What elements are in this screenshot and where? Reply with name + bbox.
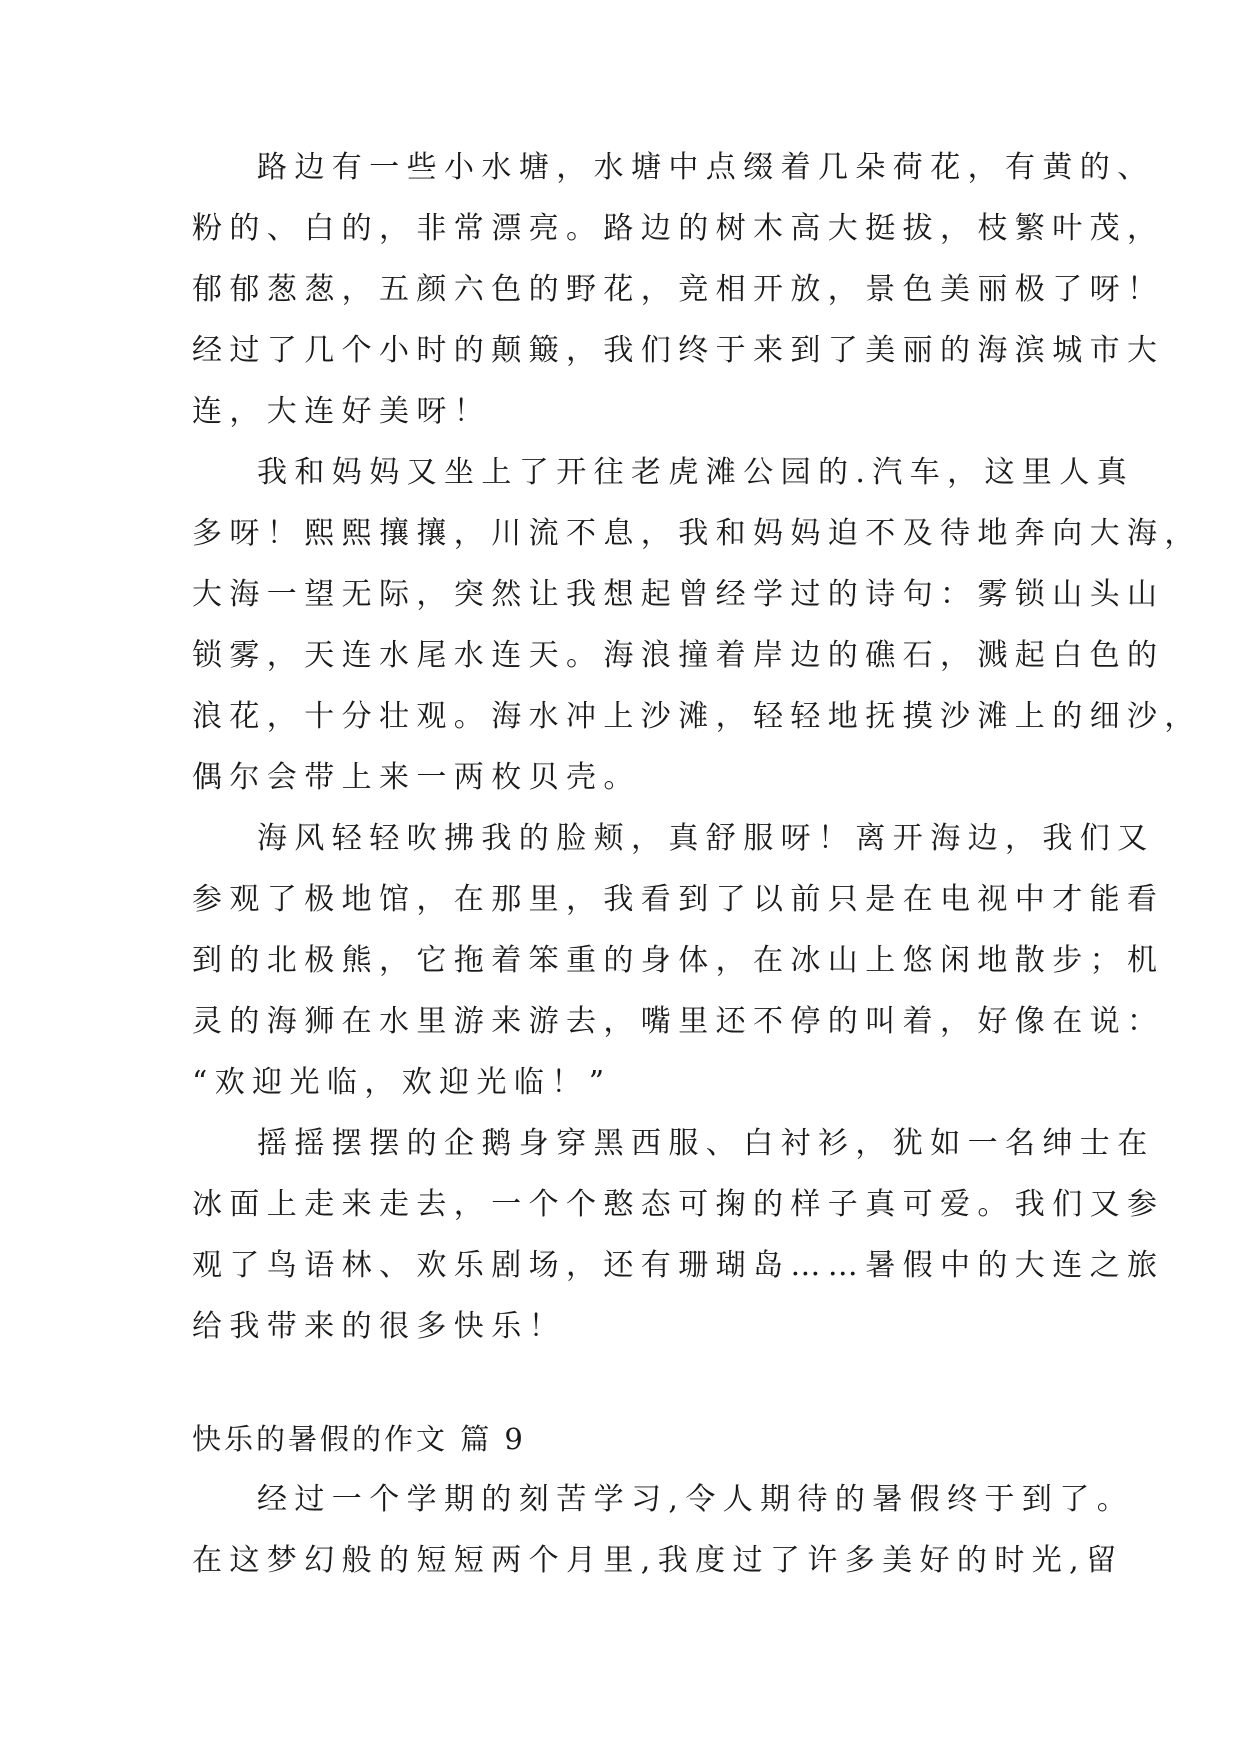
paragraph-5-line-2: 在这梦幻般的短短两个月里,我度过了许多美好的时光,留 bbox=[192, 1543, 1124, 1578]
paragraph-3-line-1: 海风轻轻吹拂我的脸颊，真舒服呀！离开海边，我们又 bbox=[257, 821, 1155, 856]
section-heading: 快乐的暑假的作文 篇 9 bbox=[192, 1422, 526, 1456]
paragraph-5-line-1: 经过一个学期的刻苦学习,令人期待的暑假终于到了。 bbox=[257, 1482, 1135, 1517]
paragraph-4-line-2: 冰面上走来走去，一个个憨态可掬的样子真可爱。我们又参 bbox=[192, 1187, 1165, 1222]
paragraph-2-line-1: 我和妈妈又坐上了开往老虎滩公园的.汽车，这里人真 bbox=[257, 455, 1135, 490]
paragraph-3-line-2: 参观了极地馆，在那里，我看到了以前只是在电视中才能看 bbox=[192, 882, 1165, 917]
paragraph-4-line-1: 摇摇摆摆的企鹅身穿黑西服、白衬衫，犹如一名绅士在 bbox=[257, 1126, 1155, 1161]
paragraph-3-line-4: 灵的海狮在水里游来游去，嘴里还不停的叫着，好像在说： bbox=[192, 1004, 1165, 1039]
paragraph-1-line-1: 路边有一些小水塘，水塘中点缀着几朵荷花，有黄的、 bbox=[257, 150, 1155, 185]
paragraph-2-line-2: 多呀！熙熙攘攘，川流不息，我和妈妈迫不及待地奔向大海， bbox=[192, 516, 1202, 551]
paragraph-1-line-3: 郁郁葱葱，五颜六色的野花，竞相开放，景色美丽极了呀！ bbox=[192, 272, 1165, 307]
paragraph-2-line-3: 大海一望无际，突然让我想起曾经学过的诗句：雾锁山头山 bbox=[192, 577, 1165, 612]
paragraph-4-line-4: 给我带来的很多快乐！ bbox=[192, 1309, 566, 1344]
paragraph-2-line-5: 浪花，十分壮观。海水冲上沙滩，轻轻地抚摸沙滩上的细沙， bbox=[192, 699, 1202, 734]
paragraph-2-line-4: 锁雾，天连水尾水连天。海浪撞着岸边的礁石，溅起白色的 bbox=[192, 638, 1165, 673]
paragraph-1-line-2: 粉的、白的，非常漂亮。路边的树木高大挺拔，枝繁叶茂， bbox=[192, 211, 1165, 246]
paragraph-4-line-3: 观了鸟语林、欢乐剧场，还有珊瑚岛……暑假中的大连之旅 bbox=[192, 1248, 1165, 1283]
paragraph-3-line-5: “欢迎光临，欢迎光临！” bbox=[192, 1065, 612, 1100]
paragraph-2-line-6: 偶尔会带上来一两枚贝壳。 bbox=[192, 760, 641, 795]
paragraph-1-line-4: 经过了几个小时的颠簸，我们终于来到了美丽的海滨城市大 bbox=[192, 333, 1165, 368]
paragraph-1-line-5: 连，大连好美呀！ bbox=[192, 394, 492, 429]
paragraph-3-line-3: 到的北极熊，它拖着笨重的身体，在冰山上悠闲地散步；机 bbox=[192, 943, 1165, 978]
